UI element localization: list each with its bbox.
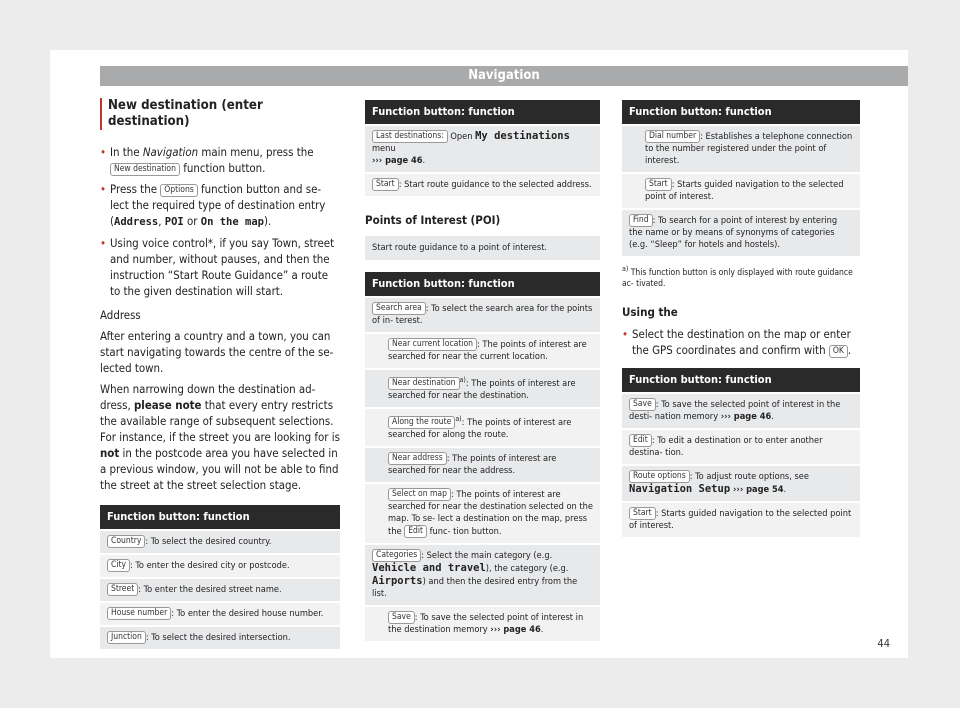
poi-intro: Start route guidance to a point of interest. [365,234,600,260]
table-row: House number : To enter the desired house number. [100,601,340,625]
function-table-poi: Function button: function Search area : To select the search area for the points of in- terest. Near current location : The points of interest are searched for near the current location. Near destination $^{a)}$: The points of interest are searched for near the destination. Along the route $^{a)}$: The points of interest are searched for along the route. Near address : The points of interest are searched for near the address. Select on map : The points of interest are searched for near the destination selected on the map. To se- lect a destination on the map, press the Edit func- tion button. Categories : Select the main category (e.g. Vehicle and travel), the category (e.g. Airports) and then the desired entry from the list. Save : To save the selected point of interest in the destination memory ››› page 46. [365,272,600,641]
table-row: Dial number : Establishes a telephone connection to the number registered under the point of interest. [622,124,860,172]
table-row: Country : To select the desired country. [100,529,340,553]
table-row: Find : To search for a point of interest by entering the name or by means of synonyms of categories (e.g. “Sleep” for hotels and hostels). [622,208,860,256]
key-new-destination: New destination [110,163,180,176]
page-number: 44 [877,637,890,650]
page-header: Navigation [100,66,908,86]
column-right [622,98,860,537]
table-row: Near current location : The points of interest are searched for near the current location. [365,332,600,368]
table-row: Start : Starts guided navigation to the selected point of interest. [622,172,860,208]
table-row: Street : To enter the desired street name. [100,577,340,601]
table-row: Junction : To select the desired intersection. [100,625,340,649]
key-options: Options [160,184,198,197]
table-row: Edit : To edit a destination or to enter another destina- tion. [622,428,860,464]
function-table-last: Function button: function Last destinations: Open My destinations menu ››› page 46. Start : Start route guidance to the selected address. [365,100,600,196]
paragraph: After entering a country and a town, you can start navigating towards the centre of the se- lected town. [100,329,334,375]
table-row: Route options : To adjust route options, see Navigation Setup ››› page 54. [622,464,860,501]
manual-page [50,50,908,658]
paragraph: When narrowing down the destination ad- dress, please note that every entry restricts the available range of subsequent selections. For instance, if the street you are looking for is not in the postcode area you have selected in a previous window, you will not be able to find the street at the street selection stage. [100,382,340,492]
table-row: City : To enter the desired city or postcode. [100,553,340,577]
using-title: Using the [622,304,678,319]
footnote: $^{a)}$ This function button is only displayed with route guidance ac- tivated. [622,265,853,289]
subheading-address: Address [100,308,141,322]
function-table-poi-continued: Function button: function Dial number : Establishes a telephone connection to the number registered under the point of interest. Start : Starts guided navigation to the selected point of interest. Find : To search for a point of interest by entering the name or by means of synonyms of categories (e.g. “Sleep” for hotels and hostels). [622,100,860,256]
table-row: Save : To save the selected point of interest in the desti- nation memory ››› page 46. [622,392,860,428]
table-row: Near address : The points of interest are searched for near the address. [365,446,600,482]
table-row: Select on map : The points of interest are searched for near the destination selected on the map. To se- lect a destination on the map, press the Edit func- tion button. [365,482,600,543]
table-row: Categories : Select the main category (e.g. Vehicle and travel), the category (e.g. Airports) and then the desired entry from the list. [365,543,600,605]
table-row: Along the route $^{a)}$: The points of interest are searched for along the route. [365,407,600,446]
bullet-item: • Using voice control*, if you say Town, street and number, without pauses, and then the instruction “Start Route Guidance” a route to the given destination will start. [100,235,340,299]
table-row: Search area : To select the search area for the points of in- terest. [365,296,600,332]
bullet-item: • Press the Options function button and se- lect the required type of destination entry (Address, POI or On the map). [100,181,340,230]
poi-title: Points of Interest (POI) [365,213,501,227]
key-ok: OK [829,345,848,358]
bullet-item: • Select the destination on the map or enter the GPS coordinates and confirm with OK . [622,326,860,358]
column-middle [365,98,600,641]
table-header: Function button: function [100,505,340,529]
table-row: Start : Start route guidance to the selected address. [365,172,600,196]
function-table-map: Function button: function Save : To save the selected point of interest in the desti- nation memory ››› page 46. Edit : To edit a destination or to enter another destina- tion. Route options : To adjust route options, see Navigation Setup ››› page 54. Start : Starts guided navigation to the selected point of interest. [622,368,860,537]
bullet-item: • In the Navigation main menu, press the New destination function button. [100,144,340,176]
table-row: Last destinations: Open My destinations menu ››› page 46. [365,124,600,172]
table-row: Near destination $^{a)}$: The points of interest are searched for near the destination. [365,368,600,407]
column-left [100,98,340,649]
table-row: Start : Starts guided navigation to the selected point of interest. [622,501,860,537]
function-table-address [100,505,340,649]
table-row: Save : To save the selected point of interest in the destination memory ››› page 46. [365,605,600,641]
section-title: New destination (enter destination) [100,98,340,130]
